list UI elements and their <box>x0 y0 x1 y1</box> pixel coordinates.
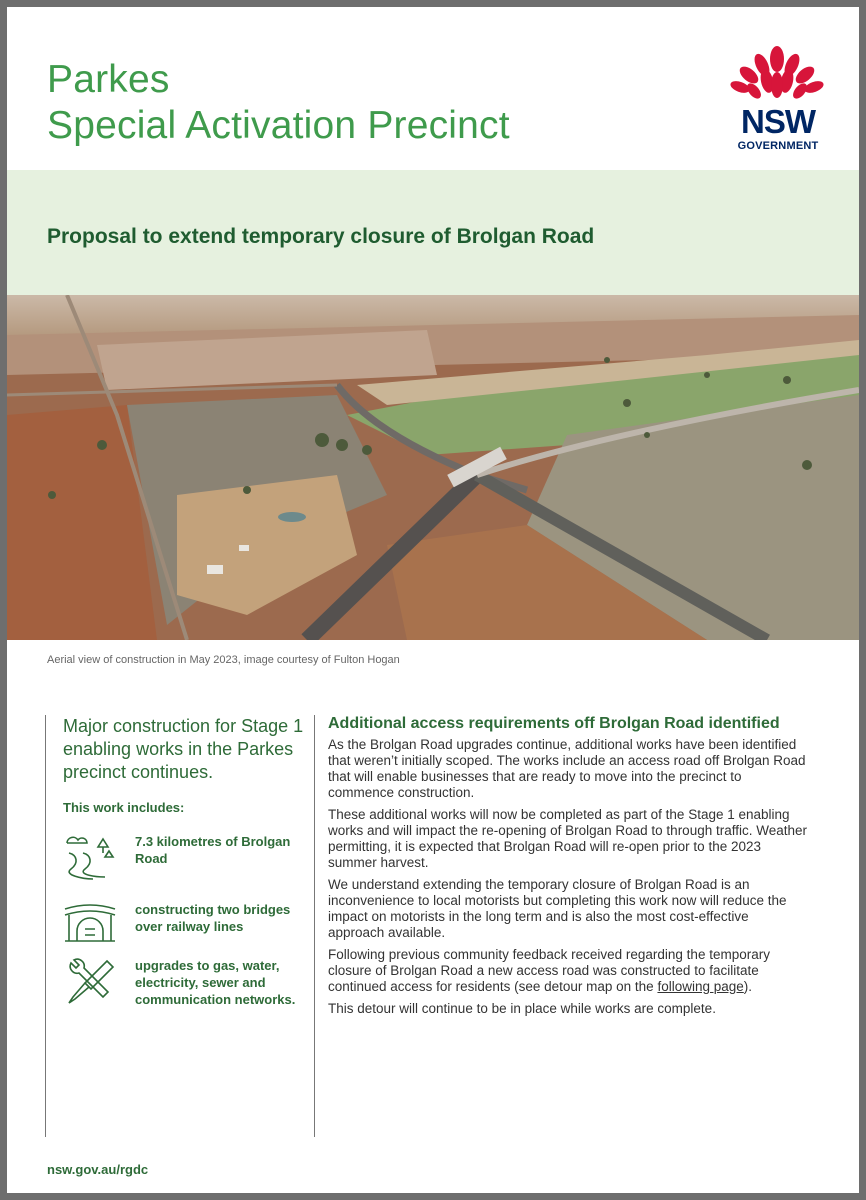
article-heading: Additional access requirements off Brolgan Road identified <box>328 715 780 732</box>
works-includes-label: This work includes: <box>63 800 185 815</box>
feature-road-text: 7.3 kilometres of Brolgan Road <box>135 834 291 866</box>
title-line-2: Special Activation Precinct <box>47 104 510 147</box>
page-title <box>47 57 510 149</box>
footer-url-link[interactable]: nsw.gov.au/rgdc <box>47 1162 149 1177</box>
logo-government-text: GOVERNMENT <box>737 140 819 152</box>
title-line-1: Parkes <box>47 58 170 101</box>
document-subtitle: Proposal to extend temporary closure of Brolgan Road <box>47 225 595 248</box>
subtitle-banner <box>7 170 859 295</box>
article-paragraph-4 <box>328 947 808 995</box>
following-page-link[interactable]: following page <box>657 979 744 994</box>
page-header <box>7 7 859 170</box>
waratah-icon <box>722 45 832 105</box>
logo-nsw-text: NSW <box>741 103 815 140</box>
feature-utilities-text: upgrades to gas, water, electricity, sewer and communication networks. <box>135 958 296 1007</box>
article-paragraph-5: This detour will continue to be in place while works are complete. <box>328 1001 716 1016</box>
road-icon <box>63 833 117 881</box>
article-column <box>328 715 808 1023</box>
tools-icon <box>63 957 117 1005</box>
works-summary-panel <box>45 715 315 1137</box>
document-page <box>7 7 859 1193</box>
nsw-government-logo <box>722 45 832 160</box>
bridge-icon <box>63 901 117 949</box>
aerial-construction-photo <box>7 295 859 640</box>
works-summary-heading: Major construction for Stage 1 enabling works in the Parkes precinct continues. <box>63 716 304 782</box>
paragraph-4-text: Following previous community feedback received regarding the temporary closure of Brolgan Road a new access road was constructed to facilitate continued access for residents (see detour map on the <box>328 947 770 994</box>
article-paragraph-2: These additional works will now be completed as part of the Stage 1 enabling works and will impact the re-opening of Brolgan Road to through traffic. Weather permitting, it is expected that Brolgan Road will re-open prior to the 2023 summer harvest. <box>328 807 808 870</box>
article-paragraph-3: We understand extending the temporary closure of Brolgan Road is an inconvenience to local motorists but completing this work now will reduce the impact on motorists in the long term and is also the most cost-effective approach available. <box>328 877 787 940</box>
feature-bridges-text: constructing two bridges over railway lines <box>135 902 291 934</box>
photo-caption: Aerial view of construction in May 2023, image courtesy of Fulton Hogan <box>47 654 400 666</box>
article-paragraph-1: As the Brolgan Road upgrades continue, additional works have been identified that weren’t initially scoped. The works include an access road off Brolgan Road that will enable businesses that are ready to move into the precinct to commence construction. <box>328 737 806 800</box>
paragraph-4-end: ). <box>743 979 753 994</box>
